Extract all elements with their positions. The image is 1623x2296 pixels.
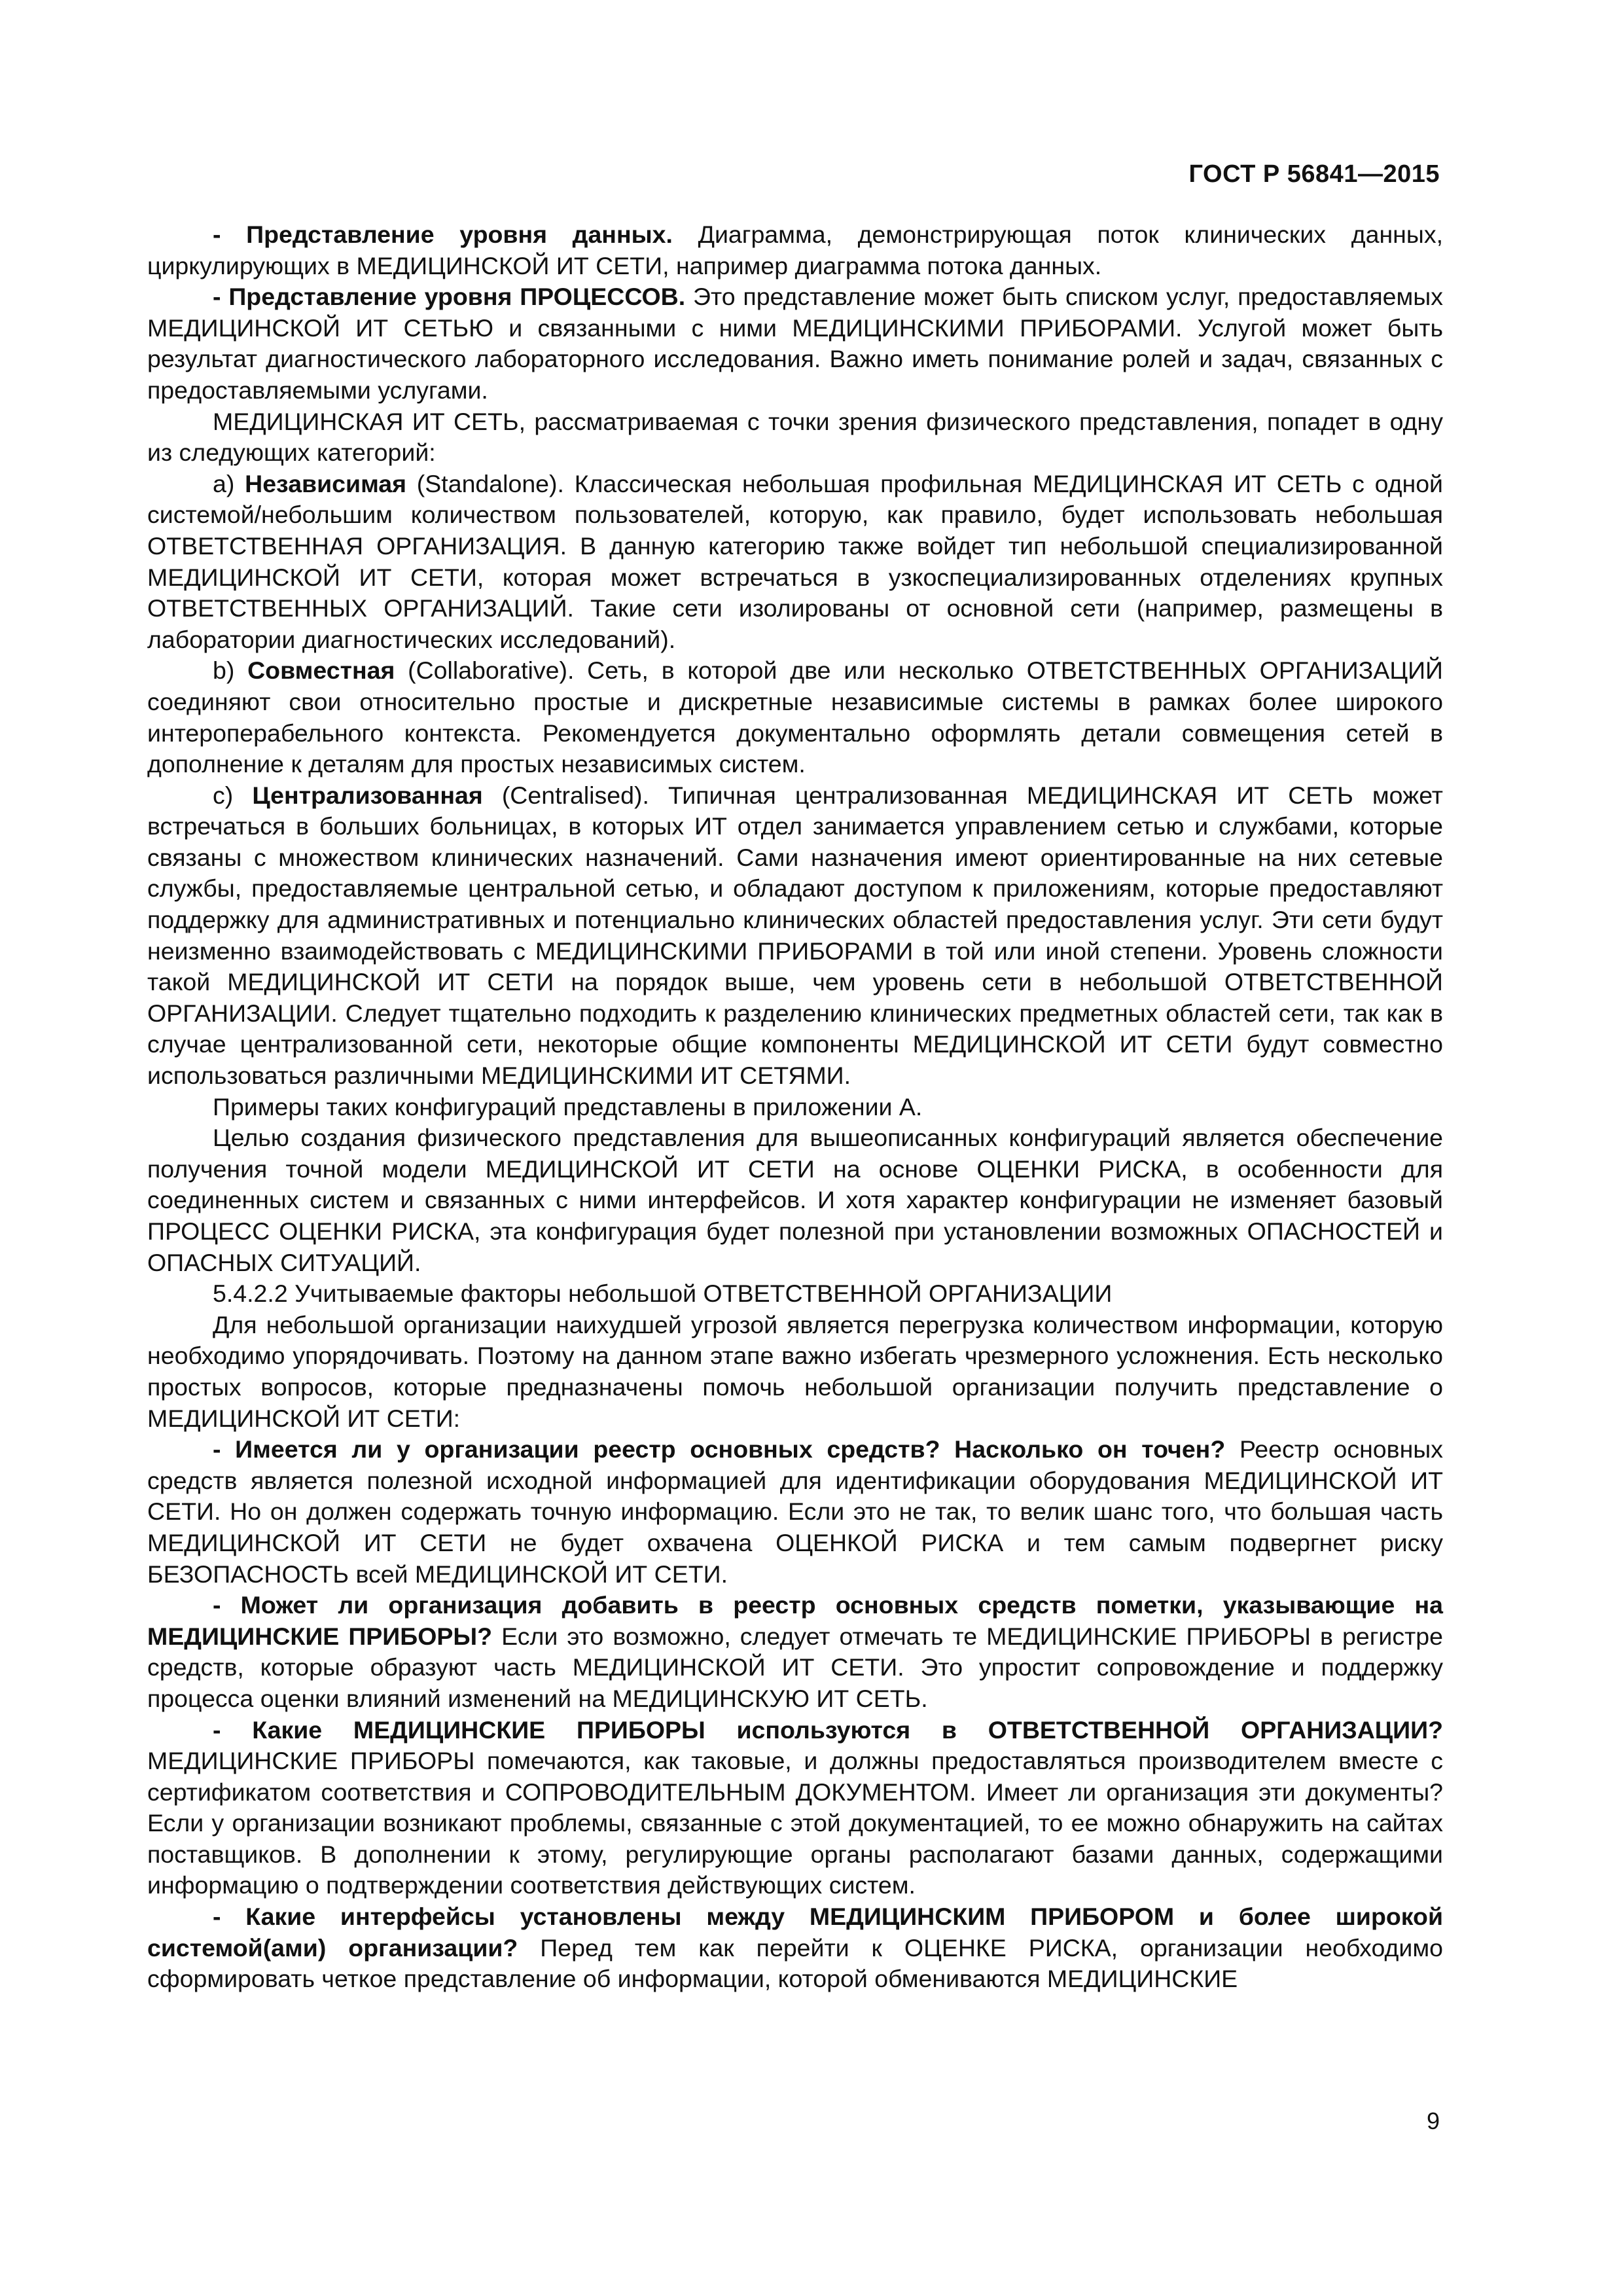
section-heading: [147, 1278, 1443, 1310]
paragraph: [147, 655, 1443, 780]
paragraph-text: Для небольшой организации наихудшей угрозой является перегрузка количеством информации, которую необходимо упорядочивать. Поэтому на данном этапе важно избегать чрезмерного усложнения. Есть несколько простых вопросов, которые предназначены помочь небольшой организации получить представление о МЕДИЦИНСКОЙ ИТ СЕТИ:: [147, 1310, 1443, 1432]
paragraph-bold-lead: - Какие интерфейсы установлены между МЕДИЦИНСКИМ ПРИБОРОМ и более широкой системой(ами) организации?: [147, 1903, 1443, 1962]
list-marker: b): [213, 656, 248, 685]
paragraph: [147, 1590, 1443, 1714]
document-body: [147, 219, 1443, 1995]
paragraph-text: МЕДИЦИНСКАЯ ИТ СЕТЬ, рассматриваемая с точки зрения физического представления, попадет в одну из следующих категорий:: [147, 407, 1443, 467]
paragraph-text: (Standalone). Классическая небольшая профильная МЕДИЦИНСКАЯ ИТ СЕТЬ с одной системой/небольшим количеством пользователей, которую, как правило, будет использовать небольшая ОТВЕТСТВЕННАЯ ОРГАНИЗАЦИЯ. В данную категорию также войдет тип небольшой специализированной МЕДИЦИНСКОЙ ИТ СЕТИ, которая может встречаться в узкоспециализированных отделениях крупных ОТВЕТСТВЕННЫХ ОРГАНИЗАЦИЙ. Такие сети изолированы от основной сети (например, размещены в лаборатории диагностических исследований).: [147, 469, 1443, 653]
paragraph-bold-lead: - Представление уровня ПРОЦЕССОВ.: [213, 283, 686, 311]
paragraph-text: (Collaborative). Сеть, в которой две или несколько ОТВЕТСТВЕННЫХ ОРГАНИЗАЦИЙ соединяют свои относительно простые и дискретные независимые системы в рамках более широкого интероперабельного контекста. Рекомендуется документально оформлять детали совмещения сетей в дополнение к деталям для простых независимых систем.: [147, 656, 1443, 778]
paragraph-bold-lead: - Какие МЕДИЦИНСКИЕ ПРИБОРЫ используются в ОТВЕТСТВЕННОЙ ОРГАНИЗАЦИИ?: [213, 1715, 1443, 1744]
paragraph: [147, 281, 1443, 406]
paragraph: [147, 406, 1443, 469]
paragraph-text: 5.4.2.2 Учитываемые факторы небольшой ОТВЕТСТВЕННОЙ ОРГАНИЗАЦИИ: [213, 1280, 1113, 1308]
list-marker: a): [213, 469, 245, 497]
page-number: 9: [1426, 2108, 1440, 2134]
paragraph: [147, 1434, 1443, 1590]
paragraph-text: Перед тем как перейти к ОЦЕНКЕ РИСКА, организации необходимо сформировать четкое представление об информации, которой обмениваются МЕДИЦИНСКИЕ: [147, 1933, 1443, 1993]
paragraph-text: Если это возможно, следует отмечать те МЕДИЦИНСКИЕ ПРИБОРЫ в регистре средств, которые образуют часть МЕДИЦИНСКОЙ ИТ СЕТИ. Это упростит сопровождение и поддержку процесса оценки влияний изменений на МЕДИЦИНСКУЮ ИТ СЕТЬ.: [147, 1622, 1443, 1712]
paragraph-bold-lead: Независимая: [245, 469, 407, 497]
paragraph-bold-lead: Совместная: [247, 656, 395, 685]
list-marker: c): [213, 781, 253, 809]
paragraph: [147, 219, 1443, 281]
paragraph: [147, 780, 1443, 1092]
paragraph: [147, 1715, 1443, 1902]
paragraph: [147, 1122, 1443, 1278]
paragraph-text: Целью создания физического представления для вышеописанных конфигураций является обеспечение получения точной модели МЕДИЦИНСКОЙ ИТ СЕТИ на основе ОЦЕНКИ РИСКА, в особенности для соединенных систем и связанных с ними интерфейсов. И хотя характер конфигурации не изменяет базовый ПРОЦЕСС ОЦЕНКИ РИСКА, эта конфигурация будет полезной при установлении возможных ОПАСНОСТЕЙ и ОПАСНЫХ СИТУАЦИЙ.: [147, 1124, 1443, 1276]
paragraph: [147, 1310, 1443, 1434]
paragraph: [147, 1901, 1443, 1995]
paragraph-text: Реестр основных средств является полезной исходной информацией для идентификации оборудования МЕДИЦИНСКОЙ ИТ СЕТИ. Но он должен содержать точную информацию. Если это не так, то велик шанс того, что большая часть МЕДИЦИНСКОЙ ИТ СЕТИ не будет охвачена ОЦЕНКОЙ РИСКА и тем самым подвергнет риску БЕЗОПАСНОСТЬ всей МЕДИЦИНСКОЙ ИТ СЕТИ.: [147, 1435, 1443, 1588]
document-header: ГОСТ Р 56841—2015: [1188, 160, 1440, 188]
paragraph-text: Это представление может быть списком услуг, предоставляемых МЕДИЦИНСКОЙ ИТ СЕТЬЮ и связанными с ними МЕДИЦИНСКИМИ ПРИБОРАМИ. Услугой может быть результат диагностического лабораторного исследования. Важно иметь понимание ролей и задач, связанных с предоставляемыми услугами.: [147, 283, 1443, 404]
paragraph-text: Диаграмма, демонстрирующая поток клинических данных, циркулирующих в МЕДИЦИНСКОЙ ИТ СЕТИ, например диаграмма потока данных.: [147, 221, 1443, 279]
paragraph-bold-lead: - Может ли организация добавить в реестр основных средств пометки, указывающие на МЕДИЦИНСКИЕ ПРИБОРЫ?: [147, 1591, 1443, 1650]
paragraph-bold-lead: - Представление уровня данных.: [213, 221, 673, 248]
paragraph-text: (Centralised). Типичная централизованная МЕДИЦИНСКАЯ ИТ СЕТЬ может встречаться в больших больницах, в которых ИТ отдел занимается управлением сетью и службами, которые связаны с множеством клинических назначений. Сами назначения имеют ориентированные на них сетевые службы, предоставляемые центральной сетью, и обладают доступом к приложениям, которые предоставляют поддержку для административных и потенциально клинических областей предоставления услуг. Эти сети будут неизменно взаимодействовать с МЕДИЦИНСКИМИ ПРИБОРАМИ в той или иной степени. Уровень сложности такой МЕДИЦИНСКОЙ ИТ СЕТИ на порядок выше, чем уровень сети в небольшой ОТВЕТСТВЕННОЙ ОРГАНИЗАЦИИ. Следует тщательно подходить к разделению клинических предметных областей сети, так как в случае централизованной сети, некоторые общие компоненты МЕДИЦИНСКОЙ ИТ СЕТИ будут совместно использоваться различными МЕДИЦИНСКИМИ ИТ СЕТЯМИ.: [147, 781, 1443, 1090]
paragraph-text: МЕДИЦИНСКИЕ ПРИБОРЫ помечаются, как таковые, и должны предоставляться производителем вместе с сертификатом соответствия и СОПРОВОДИТЕЛЬНЫМ ДОКУМЕНТОМ. Имеет ли организация эти документы? Если у организации возникают проблемы, связанные с этой документацией, то ее можно обнаружить на сайтах поставщиков. В дополнении к этому, регулирующие органы располагают базами данных, содержащими информацию о подтверждении соответствия действующих систем.: [147, 1747, 1443, 1899]
paragraph-text: Примеры таких конфигураций представлены в приложении А.: [213, 1092, 923, 1121]
paragraph-bold-lead: Централизованная: [252, 781, 483, 809]
paragraph: [147, 1092, 1443, 1123]
paragraph-bold-lead: - Имеется ли у организации реестр основных средств? Насколько он точен?: [213, 1435, 1226, 1463]
paragraph: [147, 469, 1443, 656]
